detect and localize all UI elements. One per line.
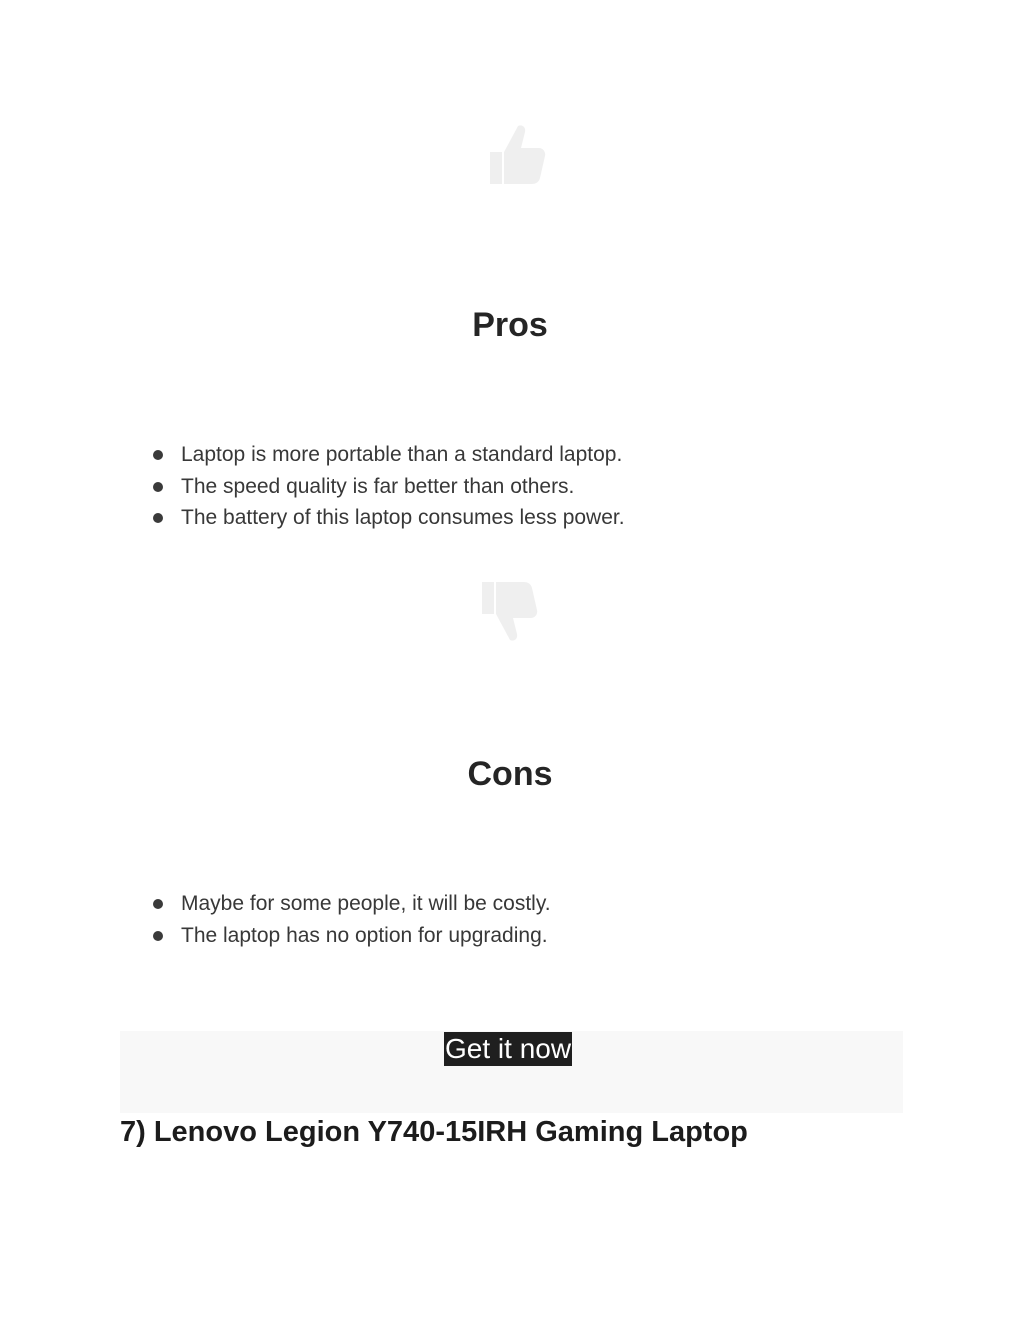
pros-list	[150, 439, 625, 534]
get-it-now-button[interactable]: Get it now	[445, 1033, 572, 1064]
pros-heading: Pros	[472, 306, 548, 344]
list-item: The speed quality is far better than others.	[150, 471, 625, 503]
cons-list	[150, 888, 551, 951]
list-item: The laptop has no option for upgrading.	[150, 920, 551, 952]
list-item: Maybe for some people, it will be costly.	[150, 888, 551, 920]
list-item: Laptop is more portable than a standard laptop.	[150, 439, 625, 471]
thumbs-up-icon	[484, 118, 546, 188]
product-heading: 7) Lenovo Legion Y740-15IRH Gaming Laptop	[120, 1116, 748, 1148]
thumbs-down-icon	[476, 578, 538, 644]
list-item: The battery of this laptop consumes less power.	[150, 502, 625, 534]
cons-heading: Cons	[467, 755, 553, 793]
